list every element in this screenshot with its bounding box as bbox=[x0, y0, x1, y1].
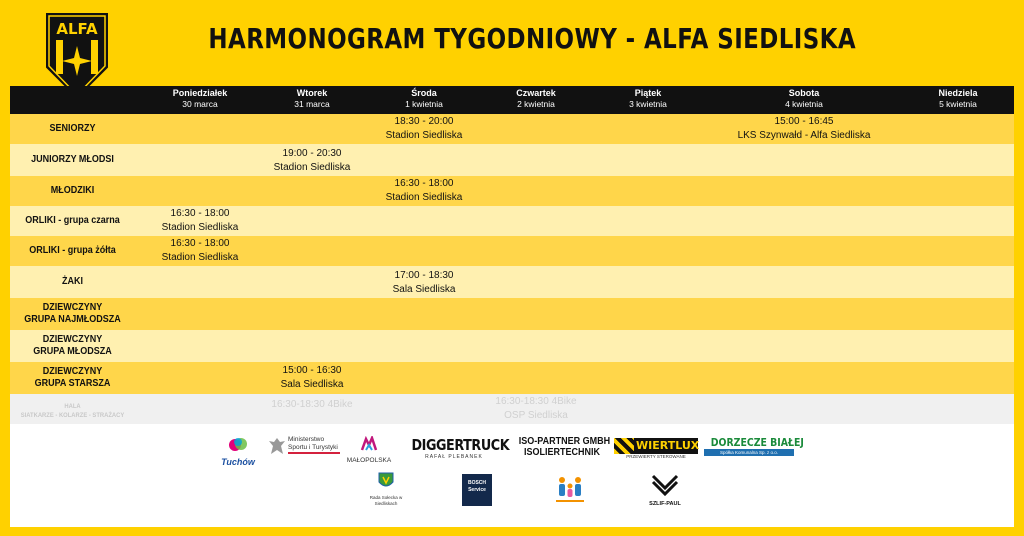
day-header-wed: Środa 1 kwietnia bbox=[405, 88, 443, 109]
sponsor-isopartner: ISO-PARTNER GMBH ISOLIERTECHNIK bbox=[518, 436, 611, 458]
hall-cell: 16:30-18:30 4Bike OSP Siedliska bbox=[495, 396, 577, 421]
schedule-row bbox=[10, 362, 1014, 394]
day-header-fri: Piątek 3 kwietnia bbox=[629, 88, 667, 109]
day-header-thu: Czwartek 2 kwietnia bbox=[516, 88, 556, 109]
day-header-mon: Poniedziałek 30 marca bbox=[172, 88, 228, 109]
row-label: DZIEWCZYNY GRUPA NAJMŁODSZA bbox=[24, 302, 121, 325]
logo-text: ALFA bbox=[56, 20, 98, 38]
wiertlux-stripes bbox=[614, 438, 634, 454]
eagle-icon bbox=[268, 436, 286, 458]
row-label: DZIEWCZYNY GRUPA MŁODSZA bbox=[33, 334, 112, 357]
schedule-cell: 15:00 - 16:30 Sala Siedliska bbox=[280, 365, 344, 390]
sponsor-szlif-paul: SZLIF-PAUL bbox=[640, 472, 690, 507]
hall-label: HALA SIATKARZE - KOLARZE - STRAŻACY bbox=[20, 403, 125, 419]
schedule-cell: 15:00 - 16:45 LKS Szynwałd - Alfa Siedliska bbox=[737, 116, 871, 141]
sponsor-wiertlux: WIERTLUX PRZEWIERTY STEROWANE bbox=[614, 438, 698, 459]
schedule-header bbox=[10, 86, 1014, 114]
day-header-sun: Niedziela 5 kwietnia bbox=[938, 88, 978, 109]
day-header-sat: Sobota 4 kwietnia bbox=[785, 88, 823, 109]
schedule-cell: 17:00 - 18:30 Sala Siedliska bbox=[392, 270, 456, 295]
row-label: JUNIORZY MŁODSI bbox=[31, 154, 114, 165]
schedule-row bbox=[10, 266, 1014, 298]
row-label: MŁODZIKI bbox=[50, 185, 95, 196]
coat-of-arms-icon bbox=[378, 472, 394, 490]
schedule-row bbox=[10, 114, 1014, 144]
sponsor-ministerstwo: Ministerstwo Sportu i Turystyki bbox=[268, 436, 344, 458]
schedule-cell: 19:00 - 20:30 Stadion Siedliska bbox=[273, 148, 351, 173]
family-icon bbox=[552, 474, 588, 508]
schedule-cell: 16:30 - 18:00 Stadion Siedliska bbox=[161, 208, 239, 233]
szlif-paul-icon bbox=[650, 472, 680, 496]
schedule-row bbox=[10, 176, 1014, 206]
schedule-cell: 16:30 - 18:00 Stadion Siedliska bbox=[161, 238, 239, 263]
row-label: ORLIKI - grupa żółta bbox=[29, 245, 116, 256]
sponsor-dorzecze: DORZECZE BIAŁEJ Spółka Komunalna Sp. z o.o. bbox=[704, 436, 794, 456]
hall-cell: 16:30-18:30 4Bike bbox=[271, 399, 353, 410]
schedule-cell: 16:30 - 18:00 Stadion Siedliska bbox=[385, 178, 463, 203]
schedule-panel bbox=[10, 86, 1014, 527]
sponsor-diggertruck: DIGGERTRUCK RAFAŁ PLEBANEK bbox=[411, 436, 510, 460]
schedule-row bbox=[10, 330, 1014, 362]
schedule-row bbox=[10, 206, 1014, 236]
schedule-cell: 18:30 - 20:00 Stadion Siedliska bbox=[385, 116, 463, 141]
row-label: ŻAKI bbox=[61, 276, 84, 287]
schedule-row bbox=[10, 144, 1014, 176]
sponsor-rada-solecka: Rada Sołecka w Siedliskach bbox=[366, 472, 406, 507]
sponsor-bosch: BOSCH Service bbox=[462, 474, 492, 506]
day-header-tue: Wtorek 31 marca bbox=[294, 88, 330, 109]
row-label: DZIEWCZYNY GRUPA STARSZA bbox=[34, 366, 111, 389]
sponsor-malopolska: MAŁOPOLSKA bbox=[346, 436, 392, 464]
tuchow-icon bbox=[227, 436, 249, 452]
schedule-row bbox=[10, 298, 1014, 330]
schedule-row bbox=[10, 236, 1014, 266]
hall-row bbox=[10, 394, 1014, 424]
page-title: HARMONOGRAM TYGODNIOWY - ALFA SIEDLISKA bbox=[208, 22, 857, 55]
row-label: ORLIKI - grupa czarna bbox=[25, 215, 120, 226]
row-label: SENIORZY bbox=[49, 123, 96, 134]
sponsor-tuchow: Tuchów bbox=[215, 436, 261, 467]
malopolska-icon bbox=[360, 436, 378, 452]
sponsor-family bbox=[552, 474, 588, 513]
